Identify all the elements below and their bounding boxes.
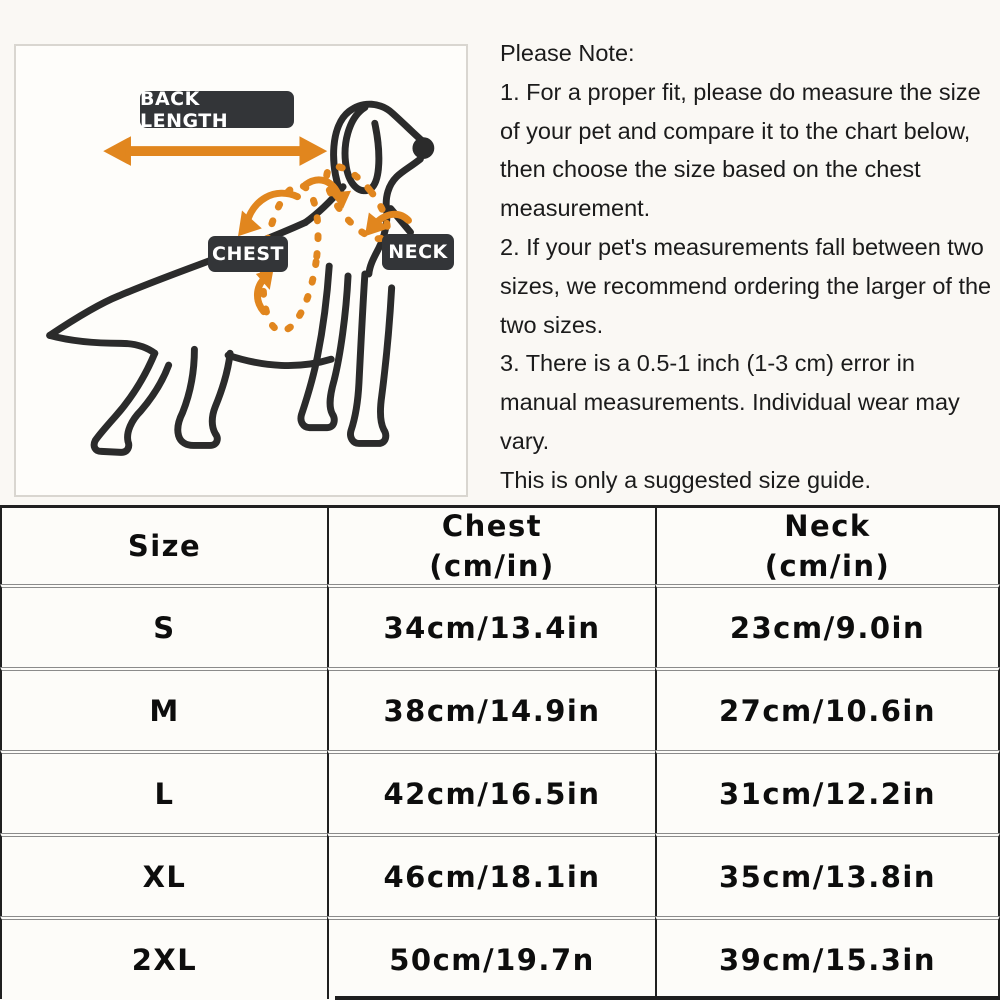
neck-label: NECK — [382, 234, 454, 270]
note-item-2: 2. If your pet's measurements fall between two sizes, we recommend ordering the larger of the two sizes. — [500, 233, 992, 338]
table-row-xl-neck: 35cm/13.8in — [655, 833, 1000, 916]
dog-measurement-diagram — [14, 44, 468, 497]
table-row-xl-chest: 46cm/18.1in — [327, 833, 655, 916]
size-chart-table — [0, 505, 1000, 1000]
table-row-s-neck: 23cm/9.0in — [655, 584, 1000, 667]
table-row-l-size: L — [0, 750, 327, 833]
header-chest: Chest (cm/in) — [327, 508, 655, 584]
table-row-m-chest: 38cm/14.9in — [327, 667, 655, 750]
back-length-label: BACK LENGTH — [140, 91, 294, 128]
table-row-2xl-neck: 39cm/15.3in — [655, 916, 1000, 999]
header-neck: Neck (cm/in) — [655, 508, 1000, 584]
header-size: Size — [0, 508, 327, 584]
note-item-4: This is only a suggested size guide. — [500, 466, 871, 493]
notes-title: Please Note: — [500, 40, 635, 66]
table-row-xl-size: XL — [0, 833, 327, 916]
note-item-1: 1. For a proper fit, please do measure the size of your pet and compare it to the chart below, then choose the size based on the chest measurement. — [500, 78, 981, 222]
dog-nose — [412, 137, 434, 159]
table-row-s-size: S — [0, 584, 327, 667]
table-row-l-neck: 31cm/12.2in — [655, 750, 1000, 833]
table-row-s-chest: 34cm/13.4in — [327, 584, 655, 667]
table-row-m-size: M — [0, 667, 327, 750]
chest-label: CHEST — [208, 236, 288, 272]
note-item-3: 3. There is a 0.5-1 inch (1-3 cm) error in manual measurements. Individual wear may vary. — [500, 350, 960, 454]
table-row-l-chest: 42cm/16.5in — [327, 750, 655, 833]
please-note-panel — [500, 34, 996, 500]
table-row-2xl-size: 2XL — [0, 916, 327, 999]
table-bottom-border — [335, 996, 1000, 1000]
table-row-m-neck: 27cm/10.6in — [655, 667, 1000, 750]
table-row-2xl-chest: 50cm/19.7n — [327, 916, 655, 999]
